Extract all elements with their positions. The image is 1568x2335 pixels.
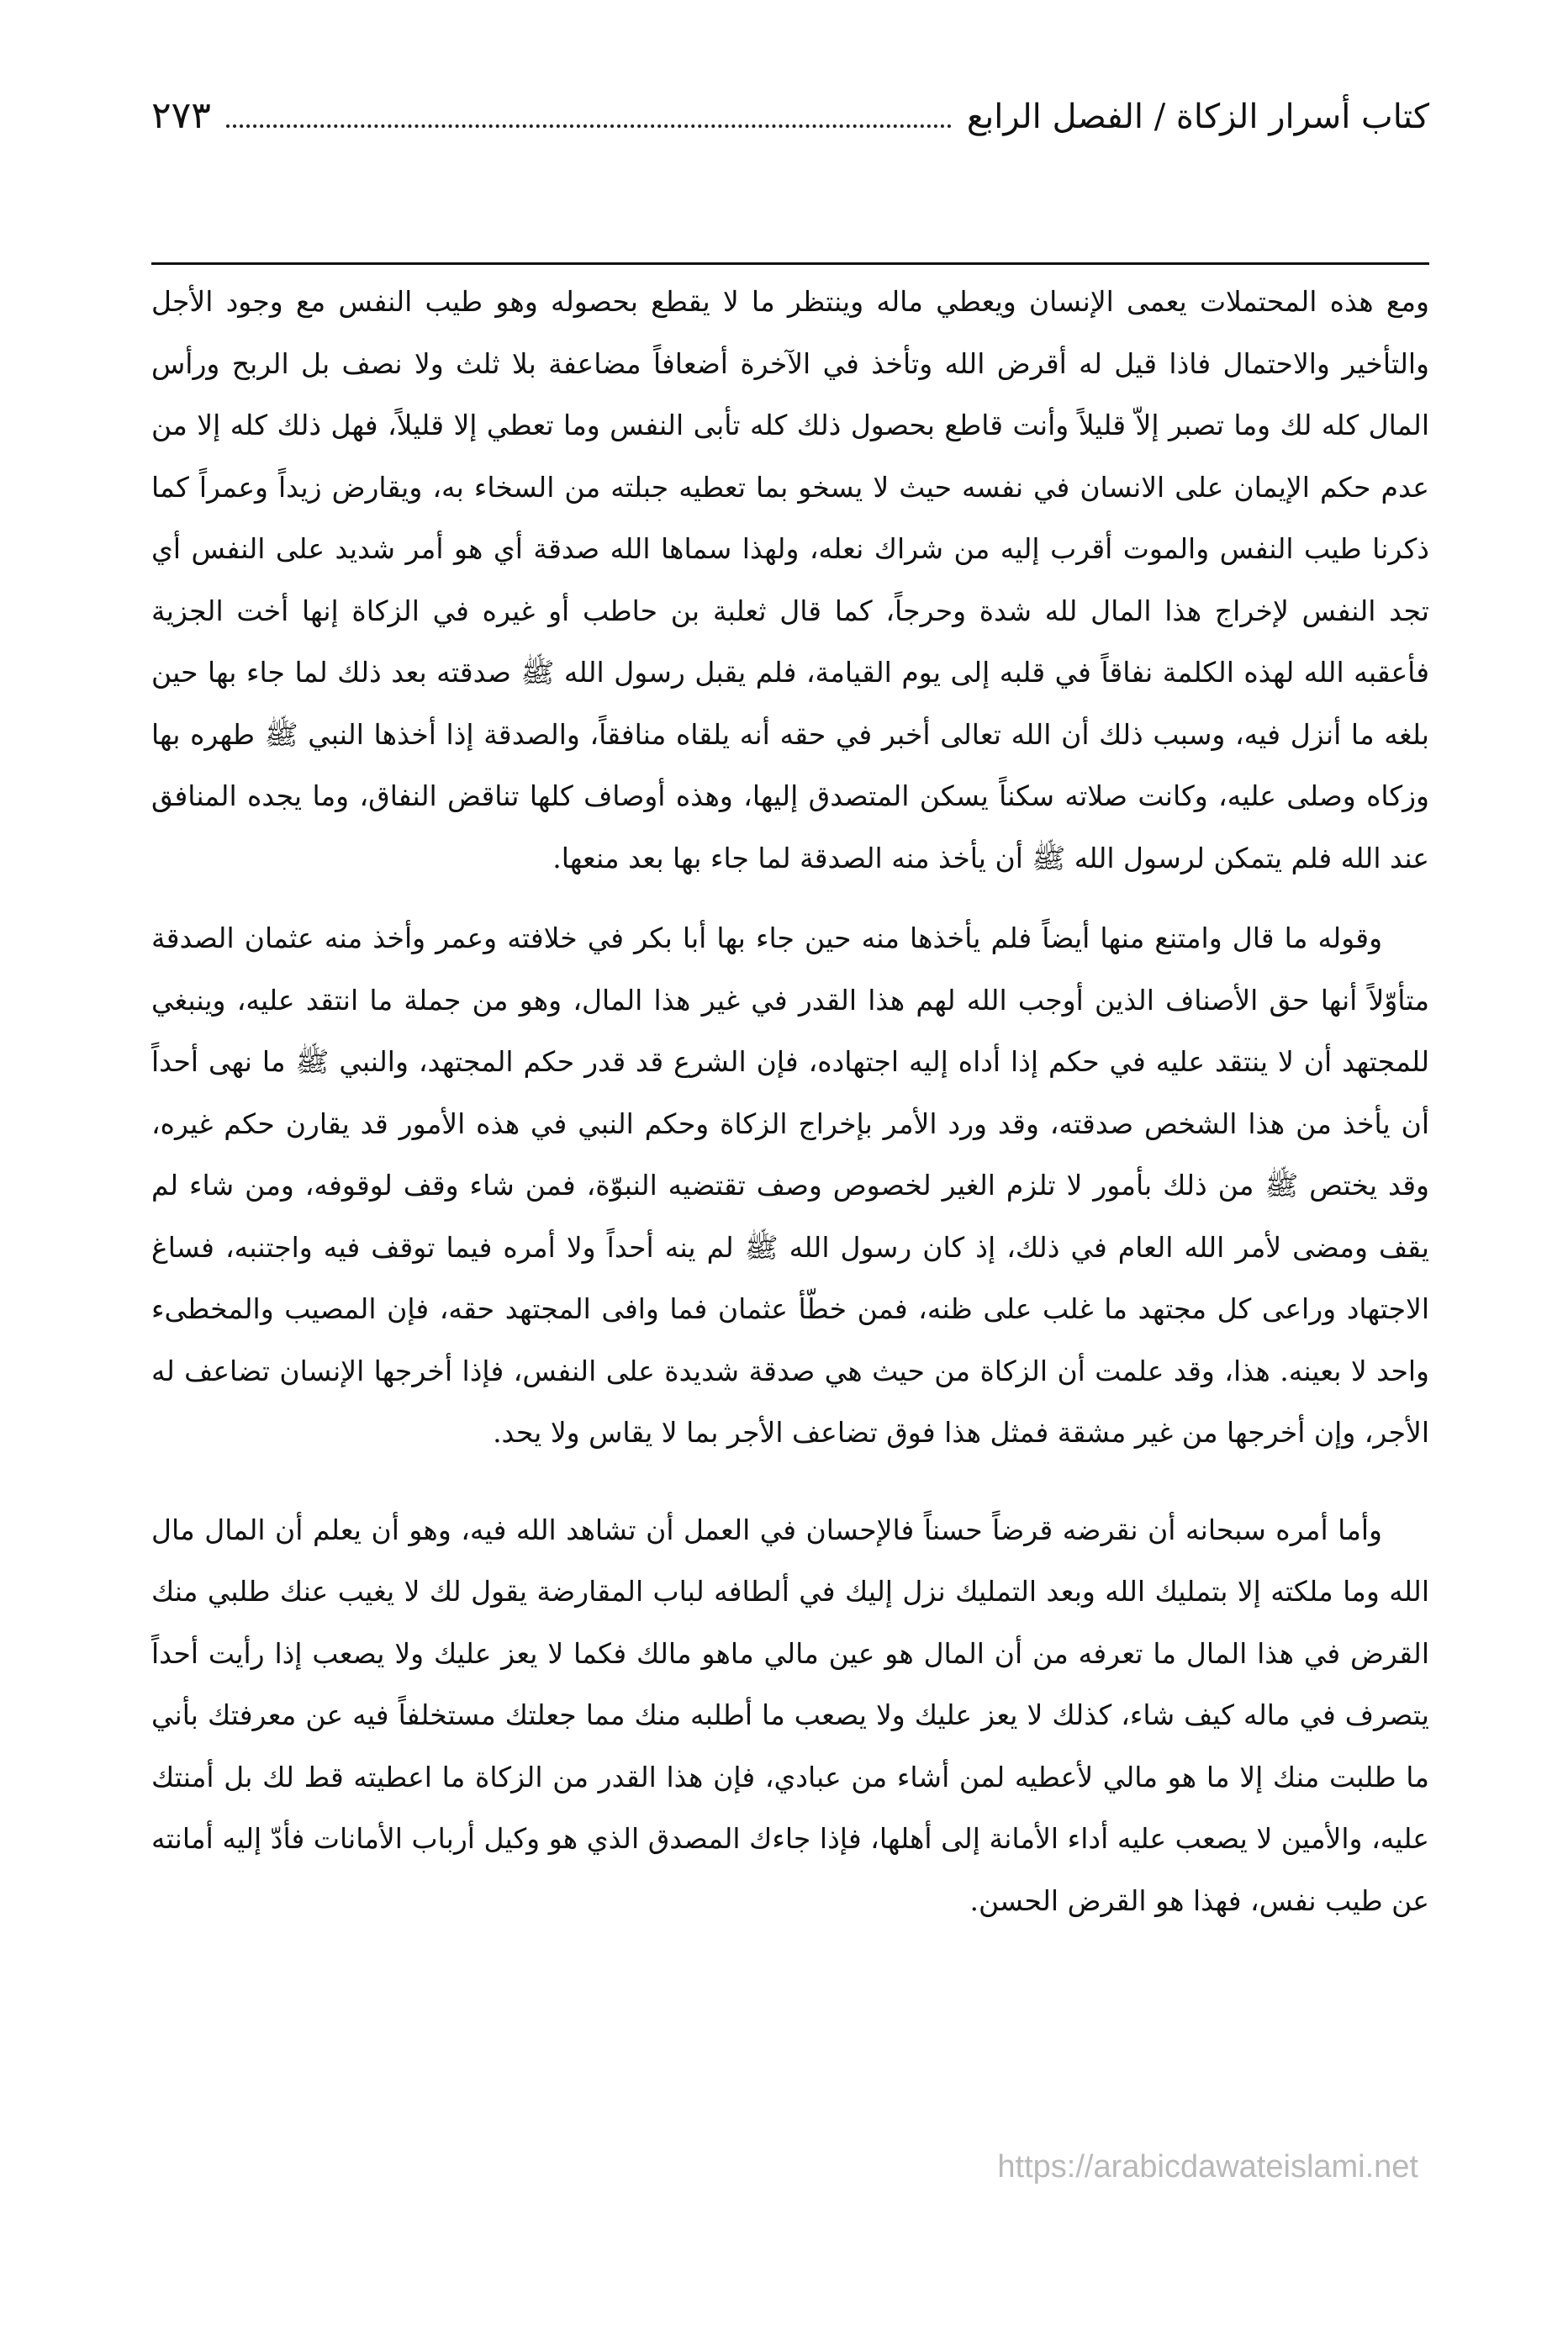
- paragraph-3: وأما أمره سبحانه أن نقرضه قرضاً حسناً فالإحسان في العمل أن تشاهد الله فيه، وهو أن يعلم أن المال مال الله وما ملكته إلا بتمليك الله وبعد التمليك نزل إليك في ألطافه لباب المقارضة يقول لك لا يغيب عنك طلبي منك القرض في هذا المال ما تعرفه من أن المال هو عين مالي ماهو مالك فكما لا يعز عليك ولا يصعب إذا رأيت أحداً يتصرف في ماله كيف شاء، كذلك لا يعز عليك ولا يصعب ما أطلبه منك مما جعلتك مستخلفاً فيه عن معرفتك بأني ما طلبت منك إلا ما هو مالي لأعطيه لمن أشاء من عبادي، فإن هذا القدر من الزكاة ما اعطيته قط لك بل أمنتك عليه، والأمين لا يصعب عليه أداء الأمانة إلى أهلها، فإذا جاءك المصدق الذي هو وكيل أرباب الأمانات فأدّ إليه أمانته عن طيب نفس، فهذا هو القرض الحسن.: [151, 1513, 1429, 1917]
- page-number: ٢٧٣: [151, 94, 211, 137]
- source-watermark: https://arabicdawateislami.net: [997, 2149, 1418, 2184]
- main-text: [151, 271, 1429, 1931]
- chapter-title: كتاب أسرار الزكاة / الفصل الرابع: [966, 98, 1429, 136]
- paragraph-1: ومع هذه المحتملات يعمى الإنسان ويعطي ماله وينتظر ما لا يقطع بحصوله وهو طيب النفس مع وجود الأجل والتأخير والاحتمال فاذا قيل له أقرض الله وتأخذ في الآخرة أضعافاً مضاعفة بلا ثلث ولا نصف بل الربح ورأس المال كله لك وما تصبر إلاّ قليلاً وأنت قاطع بحصول ذلك كله تأبى النفس وما تعطي إلا قليلاً، فهل ذلك كله إلا من عدم حكم الإيمان على الانسان في نفسه حيث لا يسخو بما تعطيه جبلته من السخاء به، ويقارض زيداً وعمراً كما ذكرنا طيب النفس والموت أقرب إليه من شراك نعله، ولهذا سماها الله صدقة أي هو أمر شديد على النفس أي تجد النفس لإخراج هذا المال لله شدة وحرجاً، كما قال ثعلبة بن حاطب أو غيره في الزكاة إنها أخت الجزية فأعقبه الله لهذه الكلمة نفاقاً في قلبه إلى يوم القيامة، فلم يقبل رسول الله ﷺ صدقته بعد ذلك لما جاء بها حين بلغه ما أنزل فيه، وسبب ذلك أن الله تعالى أخبر في حقه أنه يلقاه منافقاً، والصدقة إذا أخذها النبي ﷺ طهره بها وزكاه وصلى عليه، وكانت صلاته سكناً يسكن المتصدق إليها، وهذه أوصاف كلها تناقض النفاق، وما يجده المنافق عند الله فلم يتمكن لرسول الله ﷺ أن يأخذ منه الصدقة لما جاء بها بعد منعها.: [151, 285, 1429, 874]
- leader-dots: [226, 103, 952, 128]
- header-divider: [151, 262, 1429, 265]
- running-header: [151, 94, 1429, 153]
- paragraph-2: وقوله ما قال وامتنع منها أيضاً فلم يأخذها منه حين جاء بها أبا بكر في خلافته وعمر وأخذ منه عثمان الصدقة متأوّلاً أنها حق الأصناف الذين أوجب الله لهم هذا القدر في غير هذا المال، وهو من جملة ما انتقد عليه، وينبغي للمجتهد أن لا ينتقد عليه في حكم إذا أداه إليه اجتهاده، فإن الشرع قد قدر حكم المجتهد، والنبي ﷺ ما نهى أحداً أن يأخذ من هذا الشخص صدقته، وقد ورد الأمر بإخراج الزكاة وحكم النبي في هذه الأمور قد يقارن حكم غيره، وقد يختص ﷺ من ذلك بأمور لا تلزم الغير لخصوص وصف تقتضيه النبوّة، فمن شاء وقف لوقوفه، ومن شاء لم يقف ومضى لأمر الله العام في ذلك، إذ كان رسول الله ﷺ لم ينه أحداً ولا أمره فيما توقف فيه واجتنبه، فساغ الاجتهاد وراعى كل مجتهد ما غلب على ظنه، فمن خطّأ عثمان فما وافى المجتهد حقه، فإن المصيب والمخطىء واحد لا بعينه. هذا، وقد علمت أن الزكاة من حيث هي صدقة شديدة على النفس، فإذا أخرجها الإنسان تضاعف له الأجر، وإن أخرجها من غير مشقة فمثل هذا فوق تضاعف الأجر بما لا يقاس ولا يحد.: [151, 922, 1429, 1449]
